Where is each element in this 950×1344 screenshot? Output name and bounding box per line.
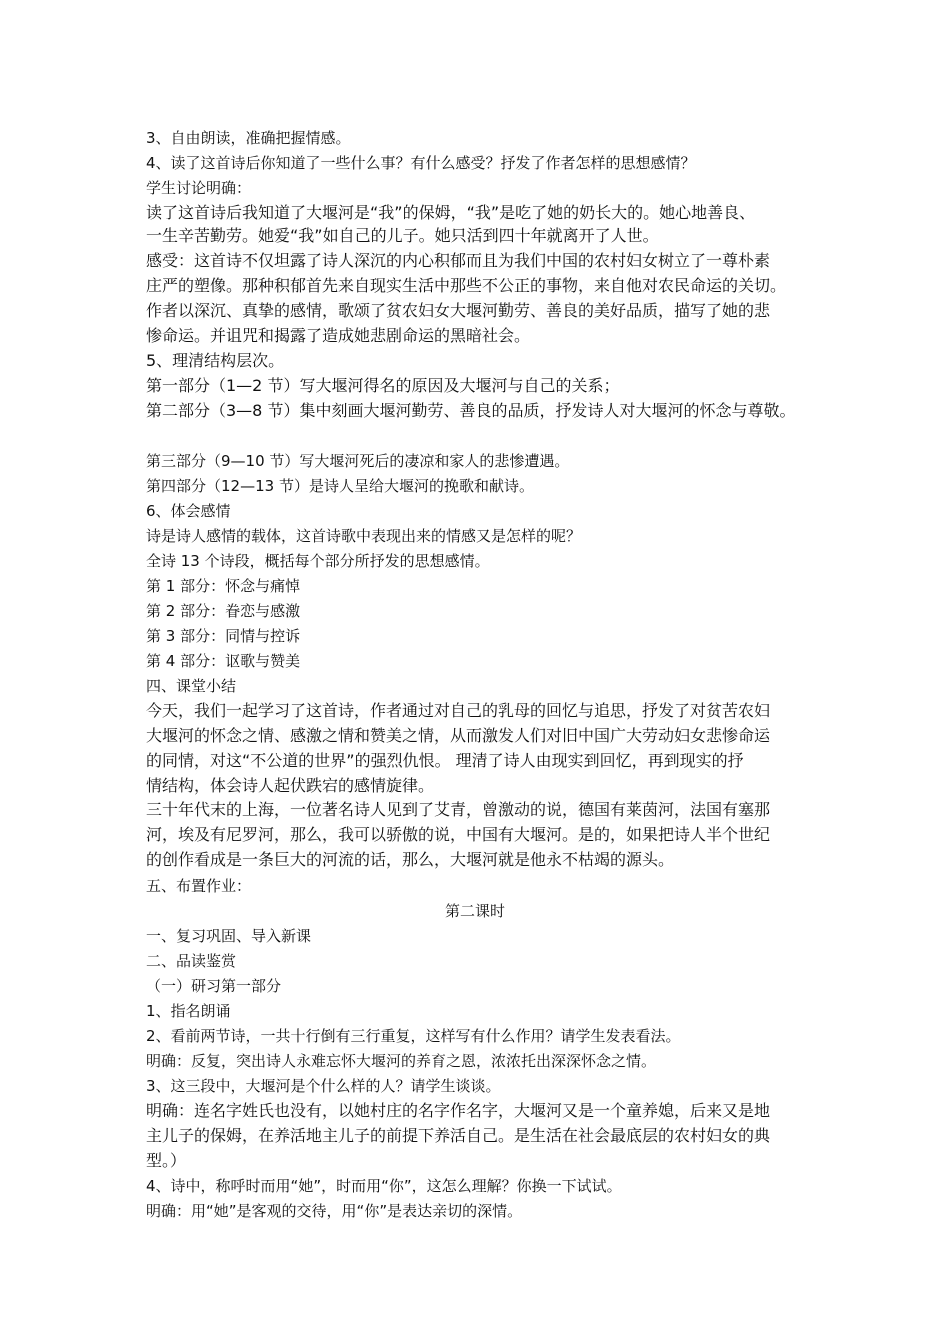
text-line: 学生讨论明确： [146, 179, 252, 197]
text-line: 第 4 部分：讴歌与赞美 [146, 652, 301, 670]
text-line: 第 3 部分：同情与控诉 [146, 627, 301, 645]
text-line: 第 1 部分：怀念与痛悼 [146, 577, 301, 595]
text-line: 庄严的塑像。那种积郁首先来自现实生活中那些不公正的事物，来自他对农民命运的关切。 [146, 276, 787, 295]
text-line: 1、指名朗诵 [146, 1002, 231, 1020]
text-line: 3、这三段中，大堰河是个什么样的人？请学生谈谈。 [146, 1077, 501, 1095]
text-line: 第三部分（9—10 节）写大堰河死后的凄凉和家人的悲惨遭遇。 [146, 452, 570, 470]
text-line: 5、理清结构层次。 [146, 351, 285, 370]
text-line: 河，埃及有尼罗河，那么，我可以骄傲的说，中国有大堰河。是的，如果把诗人半个世纪 [146, 825, 771, 844]
text-line: 一生辛苦勤劳。她爱“我”如自己的儿子。她只活到四十年就离开了人世。 [146, 226, 659, 245]
text-line: 五、布置作业： [146, 877, 252, 895]
text-line: 4、诗中，称呼时而用“她”，时而用“你”，这怎么理解？你换一下试试。 [146, 1177, 622, 1195]
text-line: 第 2 部分：眷恋与感激 [146, 602, 301, 620]
text-line: 情结构，体会诗人起伏跌宕的感情旋律。 [146, 776, 435, 795]
text-line: 全诗 13 个诗段，概括每个部分所抒发的思想感情。 [146, 552, 490, 570]
text-line: 2、看前两节诗，一共十行倒有三行重复，这样写有什么作用？请学生发表看法。 [146, 1027, 681, 1045]
text-line: 6、体会感情 [146, 502, 231, 520]
text-line: 读了这首诗后我知道了大堰河是“我”的保姆，“我”是吃了她的奶长大的。她心地善良、 [146, 203, 756, 222]
text-line: 4、读了这首诗后你知道了一些什么事？有什么感受？抒发了作者怎样的思想感情？ [146, 154, 696, 172]
text-line: 3、自由朗读，准确把握情感。 [146, 129, 351, 147]
text-line: 第四部分（12—13 节）是诗人呈给大堰河的挽歌和献诗。 [146, 477, 534, 495]
text-line: 第二部分（3—8 节）集中刻画大堰河勤劳、善良的品质，抒发诗人对大堰河的怀念与尊敬。 [146, 401, 796, 420]
text-line: 一、复习巩固、导入新课 [146, 927, 312, 945]
text-line: 的创作看成是一条巨大的河流的话，那么，大堰河就是他永不枯竭的源头。 [146, 850, 675, 869]
section-heading: 第二课时 [444, 902, 505, 920]
text-line: 四、课堂小结 [146, 677, 237, 695]
text-line: 明确：反复，突出诗人永难忘怀大堰河的养育之恩，浓浓托出深深怀念之情。 [146, 1052, 657, 1070]
text-line: 今天，我们一起学习了这首诗，作者通过对自己的乳母的回忆与追思，抒发了对贫苦农妇 [146, 701, 771, 720]
text-line: 第一部分（1—2 节）写大堰河得名的原因及大堰河与自己的关系； [146, 376, 620, 395]
text-line: 型。） [146, 1151, 187, 1170]
text-line: 明确：用“她”是客观的交待，用“你”是表达亲切的深情。 [146, 1202, 523, 1220]
text-line: 明确：连名字姓氏也没有，以她村庄的名字作名字，大堰河又是一个童养媳，后来又是地 [146, 1101, 771, 1120]
text-line: 作者以深沉、真挚的感情，歌颂了贫农妇女大堰河勤劳、善良的美好品质，描写了她的悲 [146, 301, 771, 320]
text-line: 大堰河的怀念之情、感激之情和赞美之情，从而激发人们对旧中国广大劳动妇女悲惨命运 [146, 726, 771, 745]
text-line: 诗是诗人感情的载体，这首诗歌中表现出来的情感又是怎样的呢？ [146, 527, 582, 545]
text-line: 的同情，对这“不公道的世界”的强烈仇恨。 理清了诗人由现实到回忆，再到现实的抒 [146, 751, 744, 770]
text-line: 感受：这首诗不仅坦露了诗人深沉的内心积郁而且为我们中国的农村妇女树立了一尊朴素 [146, 251, 771, 270]
text-line: 惨命运。并诅咒和揭露了造成她悲剧命运的黑暗社会。 [146, 326, 531, 345]
text-line: 主儿子的保姆，在养活地主儿子的前提下养活自己。是生活在社会最底层的农村妇女的典 [146, 1126, 771, 1145]
text-line: 三十年代末的上海，一位著名诗人见到了艾青，曾激动的说，德国有莱茵河，法国有塞那 [146, 800, 771, 819]
text-line: （一）研习第一部分 [146, 977, 282, 995]
text-line: 二、品读鉴赏 [146, 952, 237, 970]
